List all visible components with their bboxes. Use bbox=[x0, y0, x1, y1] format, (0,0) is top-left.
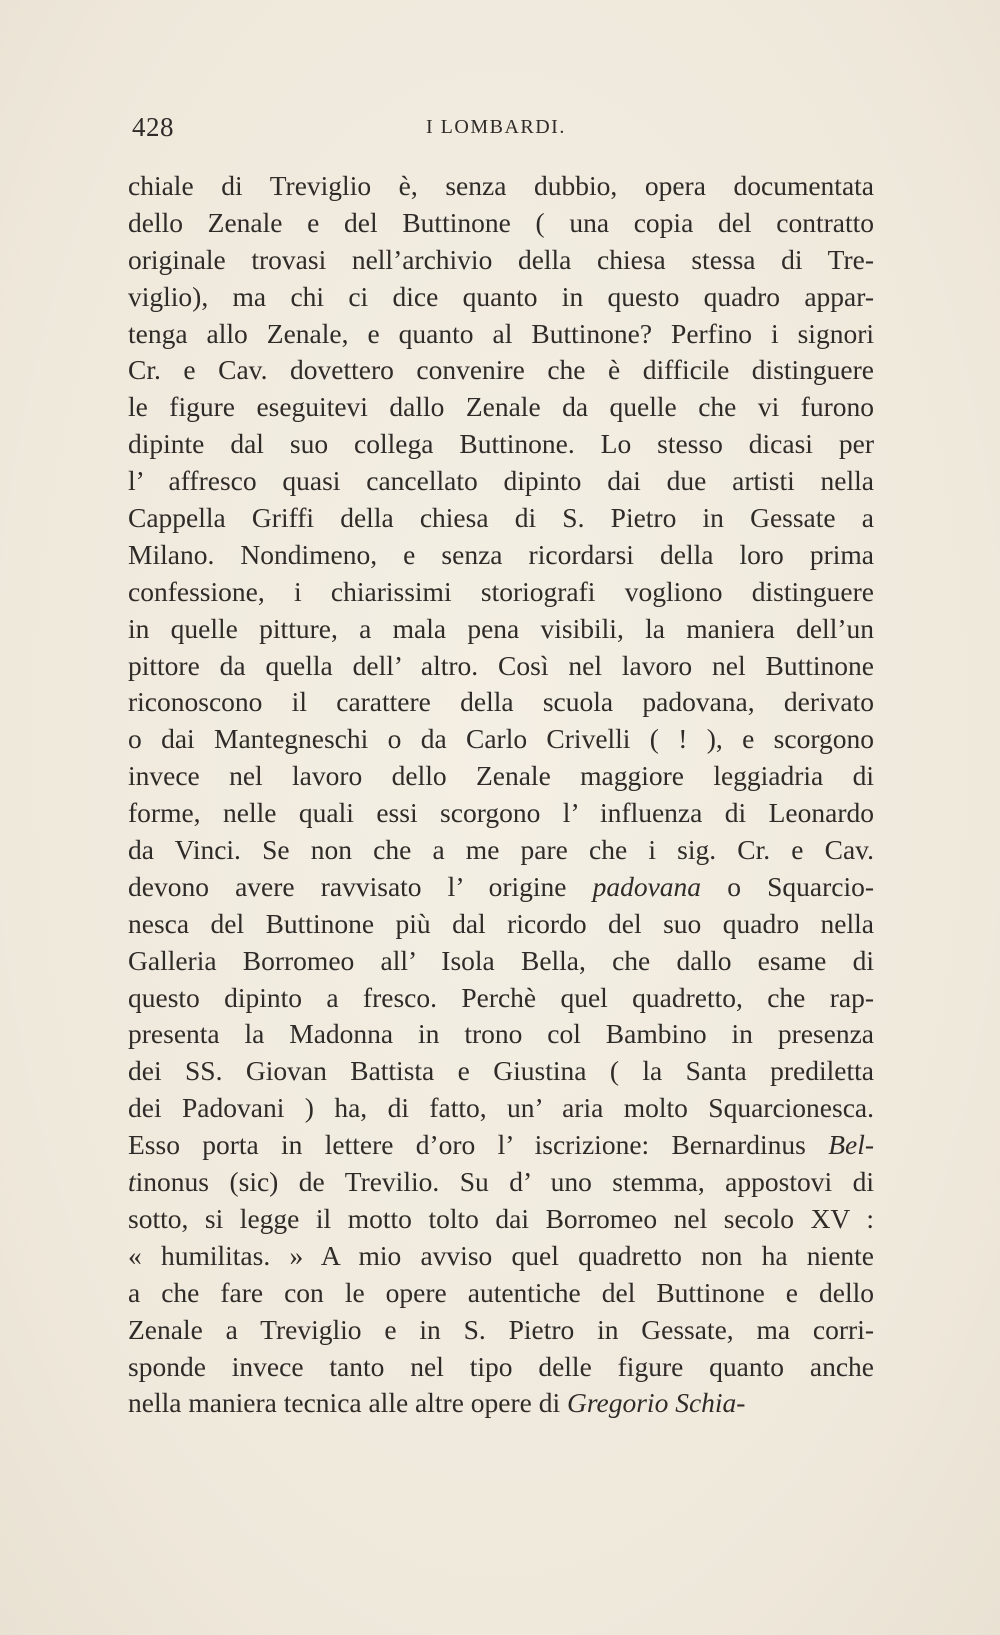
text-segment: inonus (sic) de Trevilio. Su d’ uno stemma, appostovi di bbox=[135, 1166, 874, 1198]
text-segment: o Squarcio- bbox=[701, 870, 874, 902]
text-segment: nella maniera tecnica alle altre opere di bbox=[128, 1387, 567, 1419]
text-line: chiale di Treviglio è, senza dubbio, opera documentata bbox=[128, 170, 874, 201]
text-line: sponde invece tanto nel tipo delle figure quanto anche bbox=[128, 1350, 874, 1382]
italic-text: Bel- bbox=[828, 1129, 874, 1161]
text-line: presenta la Madonna in trono col Bambino in presenza bbox=[128, 1018, 874, 1050]
text-line: Cappella Griffi della chiesa di S. Pietro in Gessate a bbox=[128, 502, 874, 534]
body-text bbox=[128, 168, 874, 1422]
text-line bbox=[128, 1127, 874, 1164]
page-header bbox=[130, 112, 872, 152]
text-line: « humilitas. » A mio avviso quel quadretto non ha niente bbox=[128, 1239, 874, 1271]
text-line: Cr. e Cav. dovettero convenire che è difficile distinguere bbox=[128, 354, 874, 386]
text-line: dello Zenale e del Buttinone ( una copia del contratto bbox=[128, 206, 874, 238]
text-line: confessione, i chiarissimi storiografi vogliono distinguere bbox=[128, 575, 874, 607]
text-line: pittore da quella dell’ altro. Così nel lavoro nel Buttinone bbox=[128, 649, 874, 681]
italic-text: padovana bbox=[592, 870, 702, 902]
text-line: questo dipinto a fresco. Perchè quel quadretto, che rap- bbox=[128, 981, 874, 1013]
text-line: riconoscono il carattere della scuola padovana, derivato bbox=[128, 686, 874, 718]
text-line: a che fare con le opere autentiche del Buttinone e dello bbox=[128, 1276, 874, 1308]
text-line: l’ affresco quasi cancellato dipinto dai due artisti nella bbox=[128, 465, 874, 497]
text-line: Galleria Borromeo all’ Isola Bella, che dallo esame di bbox=[128, 944, 874, 976]
text-line: le figure eseguitevi dallo Zenale da quelle che vi furono bbox=[128, 391, 874, 423]
text-line: dipinte dal suo collega Buttinone. Lo stesso dicasi per bbox=[128, 428, 874, 460]
running-title: I LOMBARDI. bbox=[426, 116, 566, 138]
text-line: originale trovasi nell’archivio della chiesa stessa di Tre- bbox=[128, 243, 874, 275]
text-line: nesca del Buttinone più dal ricordo del suo quadro nella bbox=[128, 907, 874, 939]
text-line: tenga allo Zenale, e quanto al Buttinone? Perfino i signori bbox=[128, 317, 874, 349]
text-line: viglio), ma chi ci dice quanto in questo quadro appar- bbox=[128, 280, 874, 312]
text-line: Zenale a Treviglio e in S. Pietro in Gessate, ma corri- bbox=[128, 1313, 874, 1345]
text-line: forme, nelle quali essi scorgono l’ influenza di Leonardo bbox=[128, 797, 874, 829]
text-line: dei Padovani ) ha, di fatto, un’ aria molto Squarcionesca. bbox=[128, 1092, 874, 1124]
text-line: invece nel lavoro dello Zenale maggiore leggiadria di bbox=[128, 760, 874, 792]
text-segment: Esso porta in lettere d’oro l’ iscrizione: Bernardinus bbox=[128, 1129, 829, 1161]
text-line: o dai Mantegneschi o da Carlo Crivelli ( ! ), e scorgono bbox=[128, 723, 874, 755]
text-line: sotto, si legge il motto tolto dai Borromeo nel secolo XV : bbox=[128, 1202, 874, 1234]
text-line: dei SS. Giovan Battista e Giustina ( la Santa prediletta bbox=[128, 1055, 874, 1087]
text-line bbox=[128, 1385, 874, 1422]
text-line: in quelle pitture, a mala pena visibili, la maniera dell’un bbox=[128, 612, 874, 644]
text-segment: devono avere ravvisato l’ origine bbox=[128, 870, 593, 902]
text-line bbox=[128, 1164, 874, 1201]
page-number: 428 bbox=[132, 112, 174, 142]
text-line bbox=[128, 869, 874, 906]
italic-text: Gregorio Schia- bbox=[566, 1387, 746, 1419]
text-line: da Vinci. Se non che a me pare che i sig. Cr. e Cav. bbox=[128, 834, 874, 866]
text-line: Milano. Nondimeno, e senza ricordarsi della loro prima bbox=[128, 538, 874, 570]
italic-text: t bbox=[128, 1166, 136, 1198]
